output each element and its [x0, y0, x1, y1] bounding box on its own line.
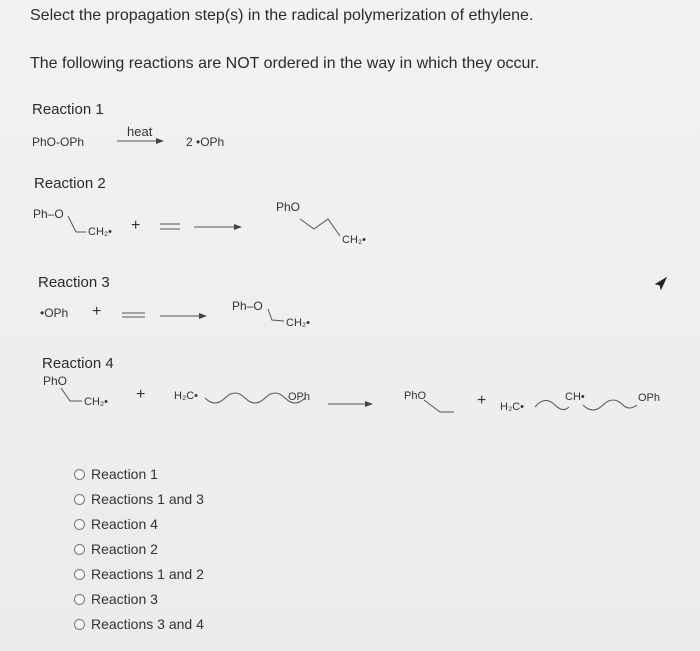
reaction4-product2-head: H₂C• — [500, 401, 525, 413]
reaction4-product-plus: + — [477, 392, 487, 409]
reaction1-label: Reaction 1 — [32, 101, 104, 118]
radio-button[interactable] — [74, 569, 85, 580]
option-label: Reaction 1 — [91, 466, 158, 482]
radio-button[interactable] — [74, 494, 85, 505]
reaction2-reactant-bond — [68, 216, 86, 232]
reaction3-product-tail: CH₂• — [286, 317, 311, 329]
radio-button[interactable] — [74, 619, 85, 630]
reaction2-plus: + — [131, 217, 141, 234]
reaction2-label: Reaction 2 — [34, 175, 106, 192]
reaction3-product-head: Ph–O — [232, 299, 263, 313]
reaction4-plus: + — [136, 386, 146, 403]
reaction4-label: Reaction 4 — [42, 355, 114, 372]
reaction4-reactant-bond — [61, 388, 82, 401]
reaction4-second-reactant-head: H₂C• — [174, 390, 199, 402]
option-label: Reaction 2 — [91, 541, 158, 557]
option-reaction-1[interactable] — [74, 464, 158, 484]
reaction3-reactant: •OPh — [40, 306, 69, 320]
option-label: Reaction 3 — [91, 591, 158, 607]
option-reaction-3[interactable] — [74, 589, 158, 609]
radio-button[interactable] — [74, 544, 85, 555]
option-label: Reactions 1 and 2 — [91, 566, 204, 582]
reaction2-product-head: PhO — [276, 200, 301, 214]
reaction3-plus: + — [92, 303, 102, 320]
reaction1-reactant: PhO-OPh — [32, 135, 85, 149]
radio-button[interactable] — [74, 519, 85, 530]
reaction3-label: Reaction 3 — [38, 274, 110, 291]
option-label: Reaction 4 — [91, 516, 158, 532]
question-text: Select the propagation step(s) in the radical polymerization of ethylene. — [30, 7, 534, 24]
reaction2-reactant: Ph–O — [33, 207, 64, 221]
reaction1-product: 2 •OPh — [186, 135, 225, 149]
option-reaction-2[interactable] — [74, 539, 158, 559]
option-reaction-4[interactable] — [74, 514, 158, 534]
option-reactions-1-and-3[interactable] — [74, 489, 204, 509]
reaction1-condition: heat — [127, 124, 153, 139]
note-text: The following reactions are NOT ordered in the way in which they occur. — [30, 55, 540, 72]
reaction4-product1: PhO — [404, 390, 427, 402]
reaction2-product-chain — [300, 219, 340, 236]
option-reactions-3-and-4[interactable] — [74, 614, 204, 634]
radio-button[interactable] — [74, 594, 85, 605]
reaction4-reactant-tail: CH₂• — [84, 396, 109, 408]
reaction4-reactant-head: PhO — [43, 374, 68, 388]
mouse-cursor-icon — [652, 276, 668, 292]
reaction3-product-bond — [268, 309, 284, 321]
option-label: Reactions 1 and 3 — [91, 491, 204, 507]
reaction2-reactant-tail: CH₂• — [88, 226, 113, 238]
reaction4-product2-mid: CH• — [565, 391, 585, 403]
reaction2-product-tail: CH₂• — [342, 234, 367, 246]
option-label: Reactions 3 and 4 — [91, 616, 204, 632]
reaction4-second-reactant-tail: OPh — [288, 391, 311, 403]
reaction4-product2-tail: OPh — [638, 392, 661, 404]
option-reactions-1-and-2[interactable] — [74, 564, 204, 584]
radio-button[interactable] — [74, 469, 85, 480]
